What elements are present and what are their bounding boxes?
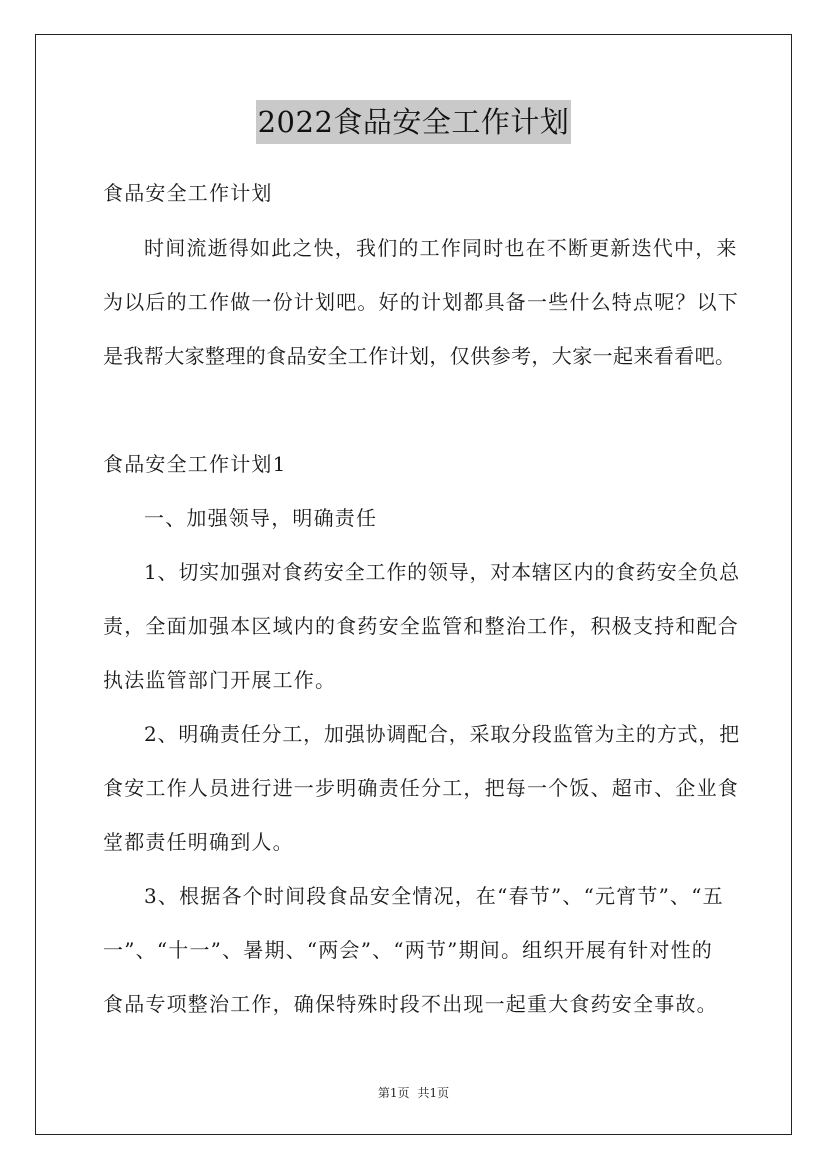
document-title: 2022食品安全工作计划: [256, 100, 572, 144]
page-footer: [0, 1084, 827, 1101]
item2-line-3: 堂都责任明确到人。: [103, 830, 294, 854]
item3-line-3: 食品专项整治工作，确保特殊时段不出现一起重大食药安全事故。: [103, 992, 718, 1016]
item3-line-1: 3、根据各个时间段食品安全情况，在“春节”、“元宵节”、“五: [144, 884, 724, 908]
item1-line-1: 1、切实加强对食药安全工作的领导，对本辖区内的食药安全负总: [144, 560, 740, 584]
section-heading: 食品安全工作计划1: [103, 452, 287, 476]
item3-line-2: 一”、“十一”、暑期、“两会”、“两节”期间。组织开展有针对性的: [103, 938, 713, 962]
item1-line-3: 执法监管部门开展工作。: [103, 668, 337, 692]
item2-line-2: 食安工作人员进行进一步明确责任分工，把每一个饭、超市、企业食: [103, 776, 739, 800]
page-total: 共1页: [417, 1086, 450, 1100]
page-number: 第1页: [377, 1086, 410, 1100]
heading: 食品安全工作计划: [103, 181, 273, 205]
intro-line-1: 时间流逝得如此之快，我们的工作同时也在不断更新迭代中，来: [144, 236, 738, 260]
item2-line-1: 2、明确责任分工，加强协调配合，采取分段监管为主的方式，把: [144, 722, 740, 746]
title-container: [0, 100, 827, 144]
item1-line-2: 责，全面加强本区域内的食药安全监管和整治工作，积极支持和配合: [103, 614, 739, 638]
intro-line-3: 是我帮大家整理的食品安全工作计划，仅供参考，大家一起来看看吧。: [103, 344, 736, 368]
subsection-heading: 一、加强领导，明确责任: [144, 506, 378, 530]
intro-line-2: 为以后的工作做一份计划吧。好的计划都具备一些什么特点呢？以下: [103, 290, 739, 314]
